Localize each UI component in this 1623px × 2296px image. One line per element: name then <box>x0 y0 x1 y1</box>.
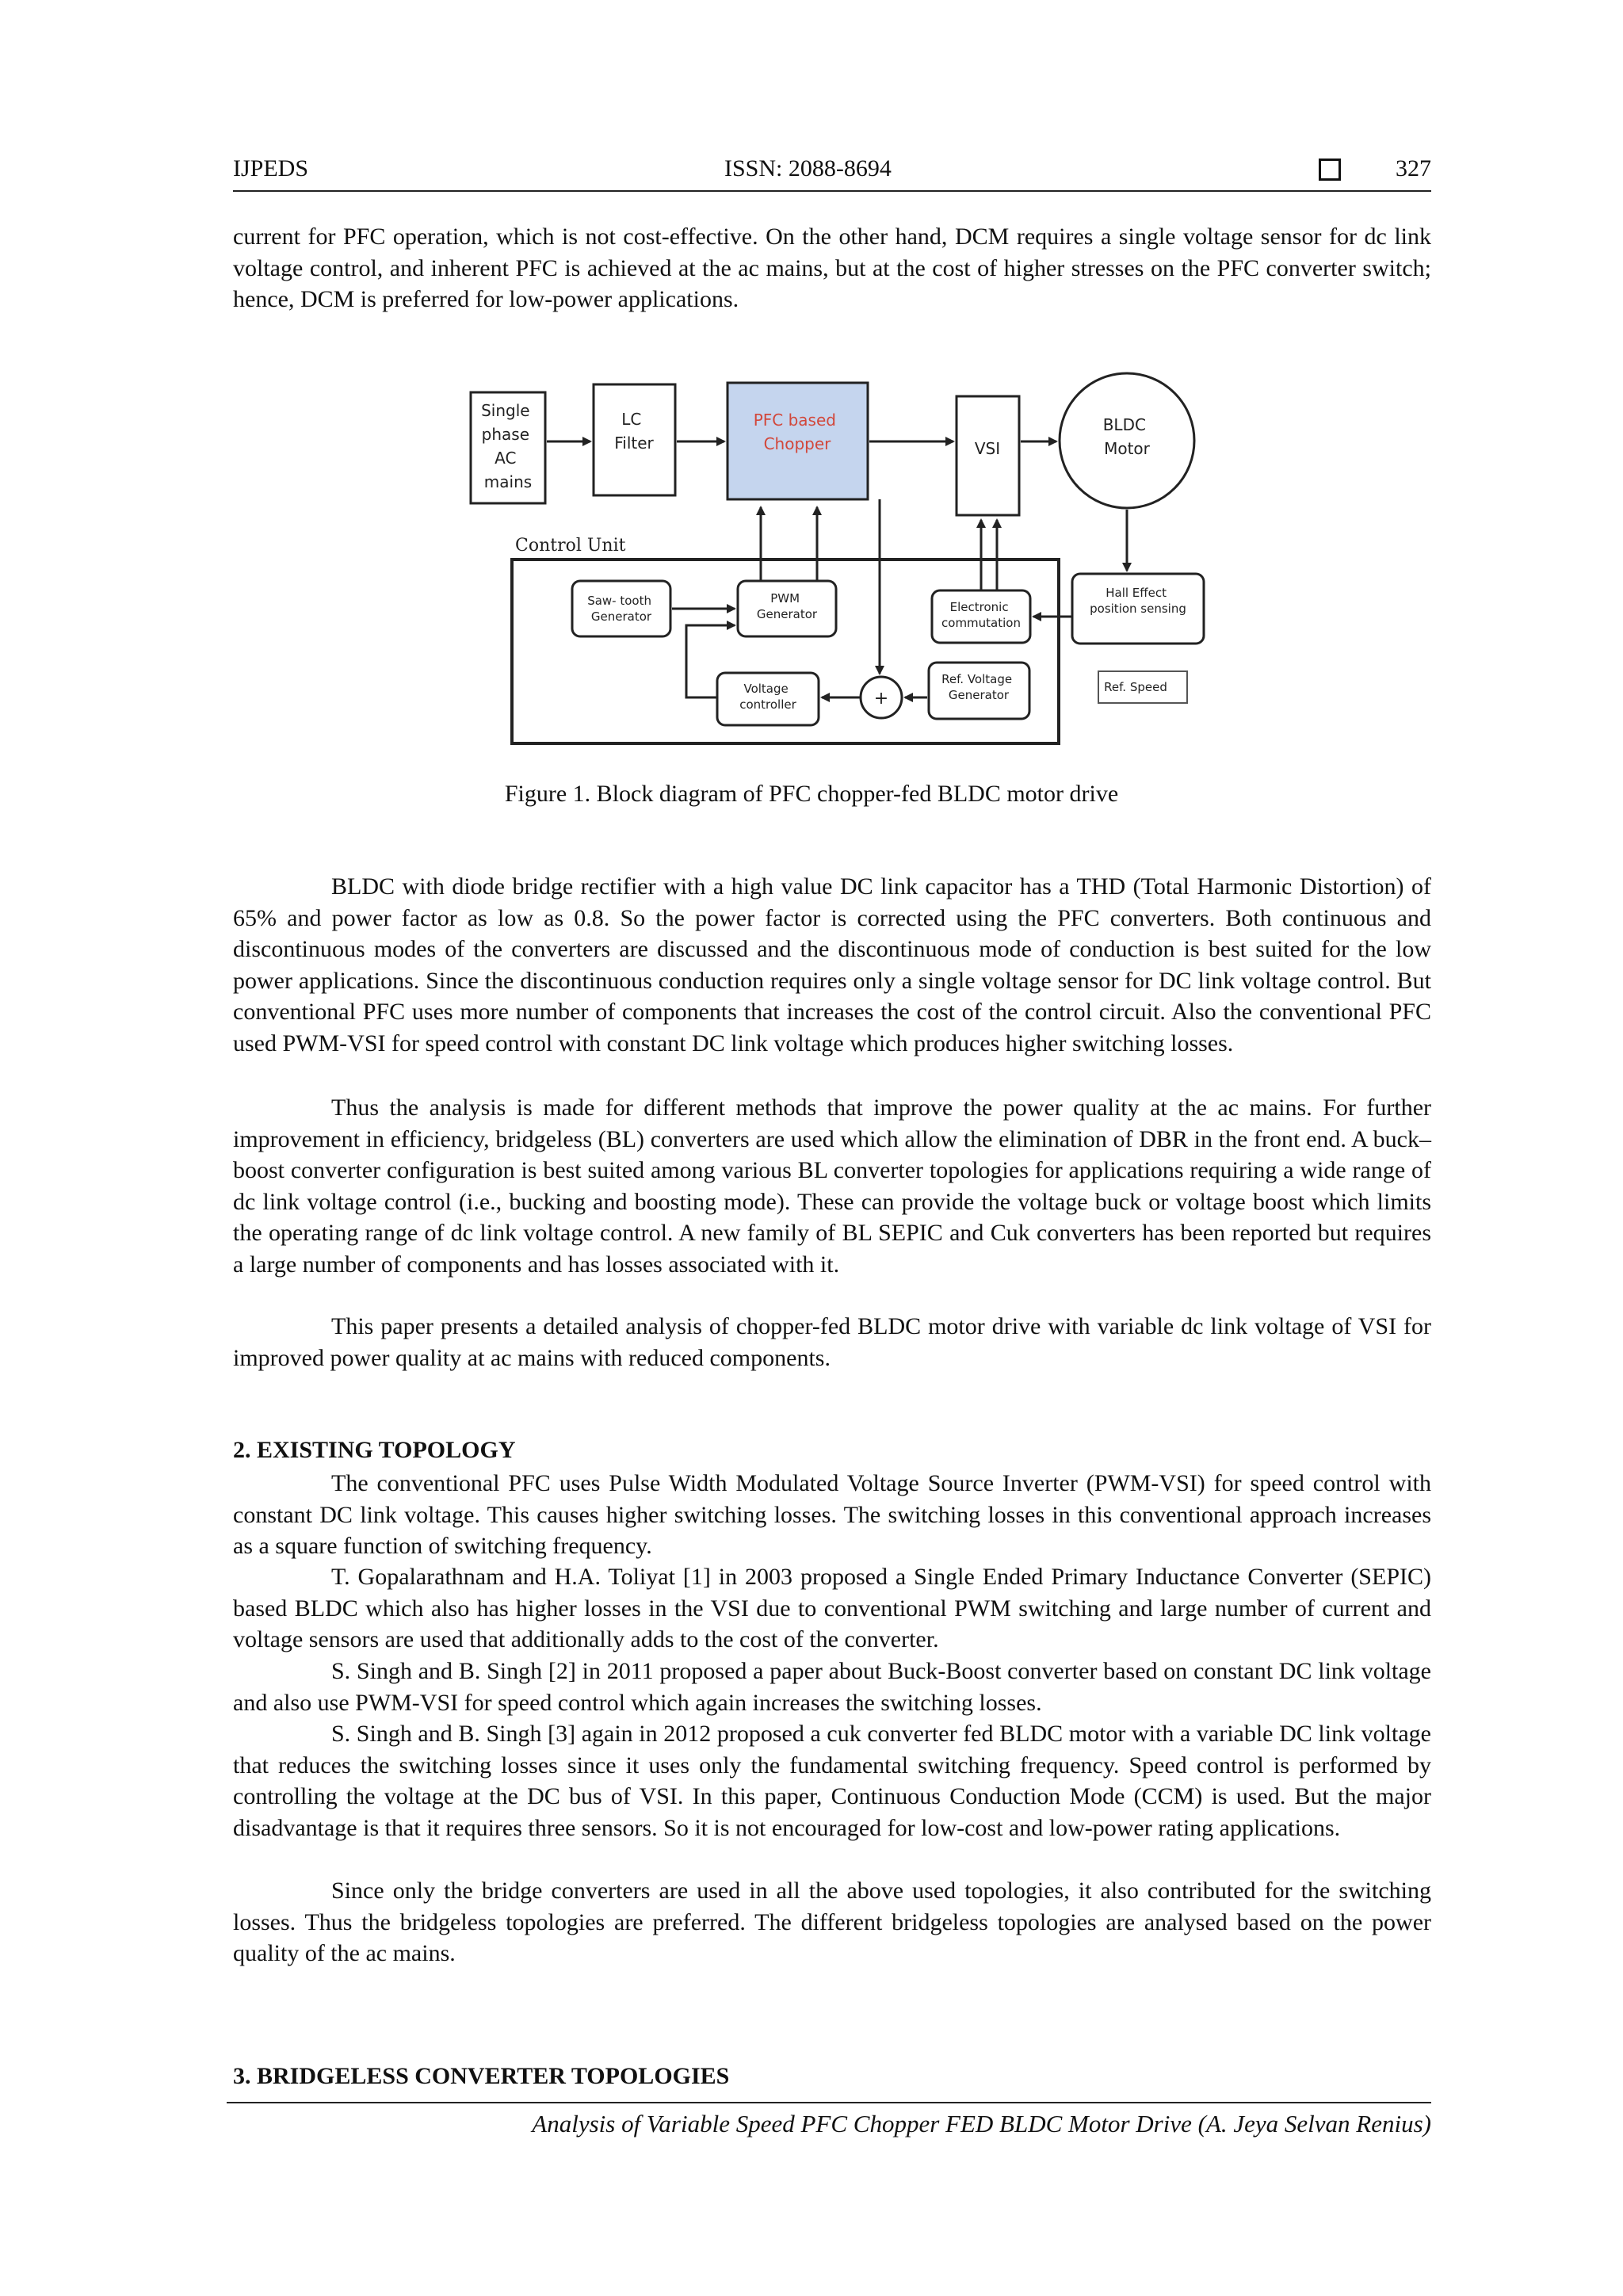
ref-voltage-line-2: Generator <box>948 688 1010 702</box>
pwm-line-2: Generator <box>756 607 818 621</box>
issn: ISSN: 2088-8694 <box>724 155 892 181</box>
vsi-label: VSI <box>974 439 1001 458</box>
ac-mains-line-3: AC <box>495 449 517 468</box>
ref-voltage-line-1: Ref. Voltage <box>941 672 1013 686</box>
footer-rule <box>227 2102 1431 2103</box>
electronic-line-1: Electronic <box>949 600 1009 614</box>
ac-mains-line-1: Single <box>481 401 530 420</box>
ref-speed-block <box>1098 671 1187 703</box>
hall-line-1: Hall Effect <box>1106 586 1167 600</box>
bldc-motor-block <box>1060 373 1194 508</box>
hall-effect-block <box>1072 574 1204 644</box>
lc-filter-block <box>594 384 675 495</box>
sum-symbol: + <box>873 689 889 709</box>
ref-voltage-block <box>929 663 1029 719</box>
motor-line-1: BLDC <box>1102 415 1146 434</box>
page-number: 327 <box>1396 155 1431 181</box>
ac-mains-line-2: phase <box>481 425 529 444</box>
motor-line-2: Motor <box>1104 439 1150 458</box>
ac-mains-line-4: mains <box>483 472 533 491</box>
summing-junction <box>861 677 902 718</box>
control-unit-label: Control Unit <box>515 536 626 556</box>
sawtooth-block <box>572 581 670 636</box>
pfc-chopper-line-2: Chopper <box>763 434 831 453</box>
vsi-block <box>957 396 1019 515</box>
sawtooth-line-2: Generator <box>590 609 652 624</box>
ac-mains-block <box>471 392 545 503</box>
lc-filter-line-2: Filter <box>614 434 654 453</box>
ref-speed-label: Ref. Speed <box>1104 680 1167 694</box>
section-3-heading: 3. BRIDGELESS CONVERTER TOPOLOGIES <box>233 2063 730 2089</box>
figure-caption: Figure 1. Block diagram of PFC chopper-fed BLDC motor drive <box>504 781 1119 807</box>
body-paragraph-3: This paper presents a detailed analysis of chopper-fed BLDC motor drive with variable dc link voltage of VSI for improved power quality at ac mains with reduced components. <box>233 1313 1431 1371</box>
pfc-chopper-line-1: PFC based <box>753 411 836 430</box>
section-2-paragraph-4: S. Singh and B. Singh [3] again in 2012 proposed a cuk converter fed BLDC motor with a variable DC link voltage that reduces the switching losses since it uses only the fundamental switching frequency. Speed control is performed by controlling the voltage at the DC bus of VSI. In this paper, Continuous Conduction Mode (CCM) is used. But the major disadvantage is that it requires three sensors. So it is not encouraged for low-cost and low-power rating applications. <box>233 1721 1431 1841</box>
voltage-ctrl-line-1: Voltage <box>743 682 789 696</box>
hall-line-2: position sensing <box>1090 602 1186 616</box>
electronic-commutation-block <box>932 590 1030 643</box>
body-paragraph-2: Thus the analysis is made for different methods that improve the power quality at the ac mains. For further improvement in efficiency, bridgeless (BL) converters are used which allow the elimination of DBR in the front end. A buck–boost converter configuration is best suited among various BL converter topologies for applications requiring a wide range of dc link voltage control (i.e., bucking and boosting mode). These can provide the voltage buck or voltage boost which limits the operating range of dc link voltage control. A new family of BL SEPIC and Cuk converters has been reported but requires a large number of components and has losses associated with it. <box>233 1095 1431 1278</box>
block-diagram-figure <box>0 0 1623 793</box>
lc-filter-line-1: LC <box>621 410 642 429</box>
pwm-line-1: PWM <box>770 591 800 606</box>
section-2-paragraph-1: The conventional PFC uses Pulse Width Modulated Voltage Source Inverter (PWM-VSI) for speed control with constant DC link voltage. This causes higher switching losses. The switching losses in this conventional approach increases as a square function of switching frequency. <box>233 1470 1431 1559</box>
sawtooth-line-1: Saw- tooth <box>587 594 652 608</box>
body-paragraph-1: BLDC with diode bridge rectifier with a high value DC link capacitor has a THD (Total Harmonic Distortion) of 65% and power factor as low as 0.8. So the power factor is corrected using the PFC converters. Both continuous and discontinuous modes of the converters are discussed and the discontinuous mode of conduction is best suited for the low power applications. Since the discontinuous conduction requires only a single voltage sensor for DC link voltage control. But conventional PFC uses more number of components that increases the cost of the control circuit. Also the conventional PFC used PWM-VSI for speed control with constant DC link voltage which produces higher switching losses. <box>233 873 1431 1056</box>
journal-name: IJPEDS <box>233 155 309 181</box>
section-2-paragraph-2: T. Gopalarathnam and H.A. Toliyat [1] in 2003 proposed a Single Ended Primary Inductance Converter (SEPIC) based BLDC which also has higher losses in the VSI due to conventional PWM switching and large number of current and voltage sensors are used that additionally adds to the cost of the converter. <box>233 1564 1431 1652</box>
intro-paragraph: current for PFC operation, which is not cost-effective. On the other hand, DCM requires a single voltage sensor for dc link voltage control, and inherent PFC is achieved at the ac mains, but at the cost of higher stresses on the PFC converter switch; hence, DCM is preferred for low-power applications. <box>233 223 1431 312</box>
voltage-controller-block <box>717 673 819 725</box>
section-2-paragraph-5: Since only the bridge converters are used in all the above used topologies, it also contributed for the switching losses. Thus the bridgeless topologies are preferred. The different bridgeless topologies are analysed based on the power quality of the ac mains. <box>233 1878 1431 1966</box>
electronic-line-2: commutation <box>941 616 1021 630</box>
page-footer: Analysis of Variable Speed PFC Chopper FED BLDC Motor Drive (A. Jeya Selvan Renius) <box>532 2110 1431 2137</box>
section-2-heading: 2. EXISTING TOPOLOGY <box>233 1437 516 1463</box>
pwm-block <box>738 581 836 636</box>
pfc-chopper-block <box>727 383 868 499</box>
section-2-paragraph-3: S. Singh and B. Singh [2] in 2011 proposed a paper about Buck-Boost converter based on constant DC link voltage and also use PWM-VSI for speed control which again increases the switching losses. <box>233 1658 1431 1716</box>
voltage-ctrl-line-2: controller <box>739 697 796 712</box>
